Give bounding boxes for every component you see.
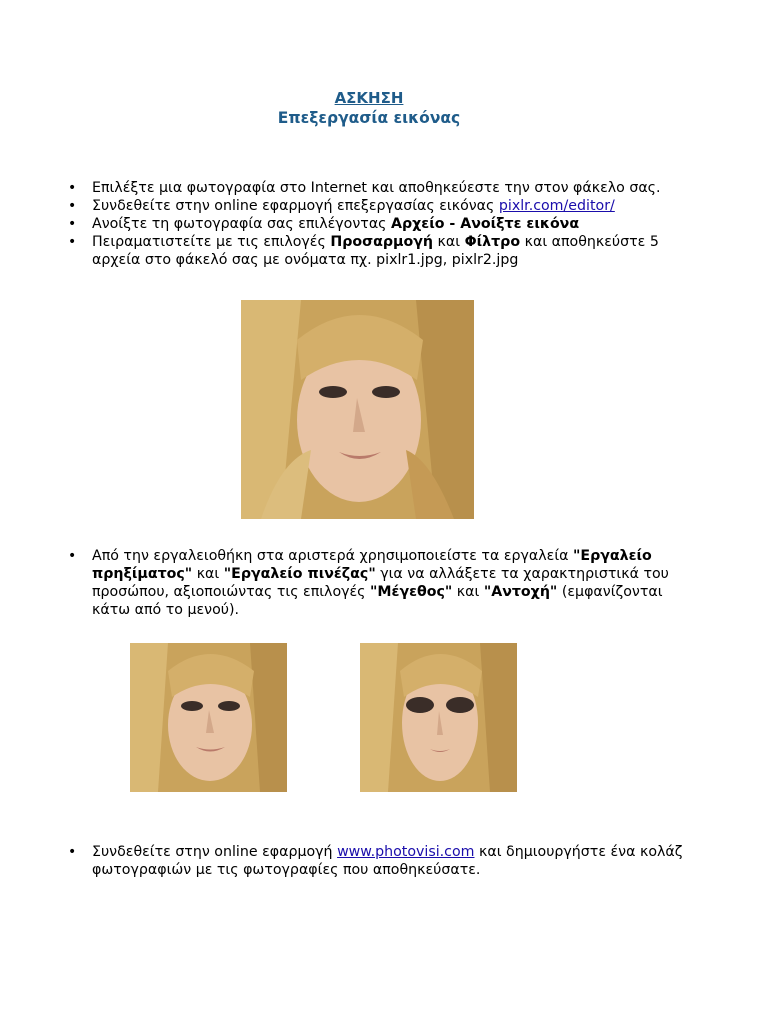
portrait-graphic bbox=[130, 643, 287, 792]
item-text: (εμφανίζονται κάτω από το μενού). bbox=[92, 584, 663, 618]
item-bold: "Εργαλείο πρηξίματος" bbox=[92, 548, 652, 582]
list-item bbox=[68, 215, 688, 233]
item-text: Συνδεθείτε στην online εφαρμογή bbox=[92, 844, 338, 860]
portrait-photo-edited-1 bbox=[130, 643, 287, 792]
item-text: και bbox=[433, 234, 465, 250]
item-text: Από την εργαλειοθήκη στα αριστερά χρησιμοποιείστε τα εργαλεία bbox=[92, 548, 573, 564]
item-text: για να αλλάξετε τα χαρακτηριστικά του προσώπου, αξιοποιώντας τις επιλογές bbox=[92, 566, 669, 600]
bullet-list-3 bbox=[68, 843, 688, 879]
list-item bbox=[68, 843, 688, 879]
item-text: και αποθηκεύστε 5 αρχεία στο φάκελό σας με ονόματα πχ. pixlr1.jpg, pixlr2.jpg bbox=[92, 234, 659, 268]
title-subheading: Επεξεργασία εικόνας bbox=[277, 109, 461, 127]
item-bold: "Μέγεθος" bbox=[370, 584, 453, 600]
photovisi-link[interactable]: www.photovisi.com bbox=[337, 844, 475, 860]
item-bold: "Εργαλείο πινέζας" bbox=[223, 566, 376, 582]
list-item bbox=[68, 547, 688, 619]
item-text: Ανοίξτε τη φωτογραφία σας επιλέγοντας bbox=[92, 216, 392, 232]
item-bold: Αρχείο - Ανοίξτε εικόνα bbox=[391, 216, 580, 232]
item-bold: Φίλτρο bbox=[464, 234, 521, 250]
item-text: και bbox=[192, 566, 224, 582]
bullet-list-2 bbox=[68, 547, 688, 619]
list-item bbox=[68, 179, 688, 197]
item-text: Επιλέξτε μια φωτογραφία στο Internet και αποθηκεύεστε την στον φάκελο σας. bbox=[92, 180, 661, 196]
item-bold: Προσαρμογή bbox=[330, 234, 434, 250]
document-title bbox=[0, 88, 738, 129]
portrait-graphic bbox=[241, 300, 474, 519]
pixlr-link[interactable]: pixlr.com/editor/ bbox=[498, 198, 615, 214]
list-item bbox=[68, 197, 688, 215]
portrait-graphic bbox=[360, 643, 517, 792]
portrait-photo-edited-2 bbox=[360, 643, 517, 792]
portrait-photo bbox=[241, 300, 474, 519]
title-heading: ΑΣΚΗΣΗ bbox=[334, 89, 404, 107]
item-bold: "Αντοχή" bbox=[483, 584, 558, 600]
list-item bbox=[68, 233, 688, 269]
bullet-list-1 bbox=[68, 179, 688, 269]
item-text: και bbox=[452, 584, 484, 600]
item-text: και δημιουργήστε ένα κολάζ φωτογραφιών με τις φωτογραφίες που αποθηκεύσατε. bbox=[92, 844, 683, 878]
item-text: Πειραματιστείτε με τις επιλογές bbox=[92, 234, 331, 250]
item-text: Συνδεθείτε στην online εφαρμογή επεξεργασίας εικόνας bbox=[92, 198, 499, 214]
